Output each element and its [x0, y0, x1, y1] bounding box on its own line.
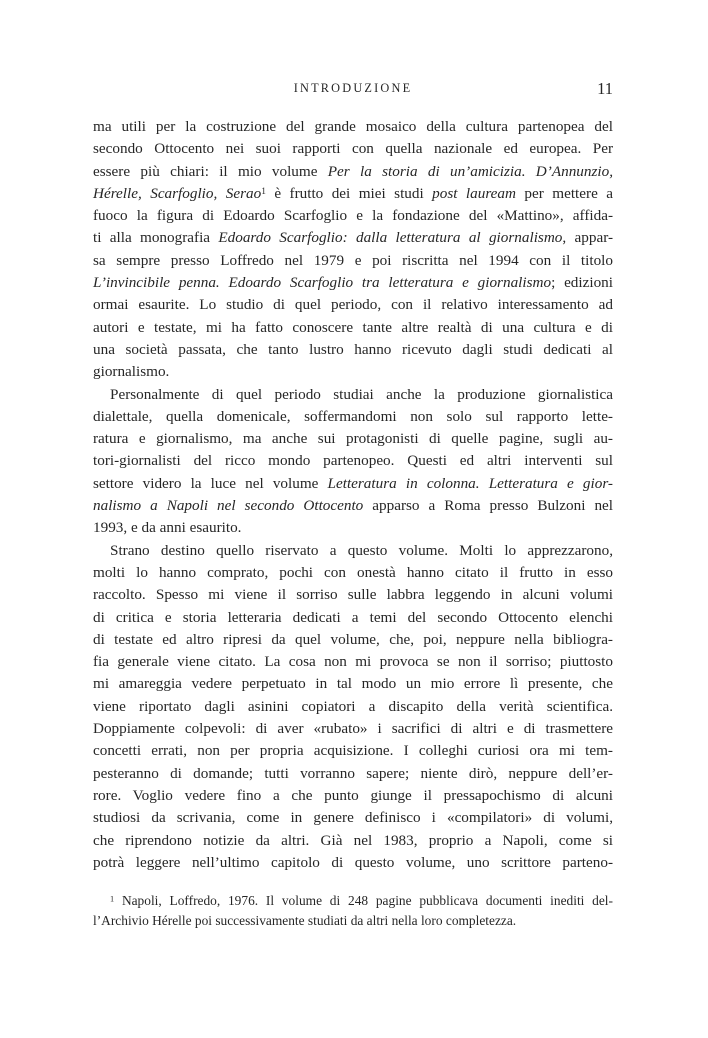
text-line	[93, 450, 613, 472]
text-run: Personalmente di quel periodo studiai anche la produzione giornalistica	[110, 385, 613, 403]
text-line	[93, 607, 613, 629]
text-line	[93, 562, 613, 584]
text-run: apparso a Roma presso Bulzoni nel	[363, 497, 614, 515]
page-header	[93, 79, 613, 101]
text-line	[93, 911, 613, 931]
text-line	[93, 161, 613, 183]
text-line	[93, 116, 613, 138]
text-run: Letteratura in colonna. Letteratura e gior-	[327, 474, 613, 492]
text-run: per mettere a	[515, 184, 613, 202]
text-line	[93, 227, 613, 249]
footnote-reference: 1	[110, 894, 115, 904]
text-run: una società passata, che tanto lustro hanno ricevuto dagli studi dedicati al	[93, 340, 613, 358]
text-run: Hérelle, Scarfoglio, Serao	[93, 184, 262, 202]
text-line	[93, 696, 613, 718]
text-run: Per la storia di un’amicizia. D’Annunzio,	[327, 162, 614, 180]
text-line	[93, 651, 613, 673]
text-run: potrà leggere nell’ultimo capitolo di questo volume, uno scrittore parteno-	[93, 853, 613, 871]
text-line	[93, 852, 613, 874]
footnote-text	[93, 891, 613, 930]
text-line	[93, 250, 613, 272]
text-run: fia generale viene citato. La cosa non mi provoca se non il sorriso; piuttosto	[93, 653, 613, 671]
text-line	[93, 740, 613, 762]
text-run: L’invincibile penna. Edoardo Scarfoglio tra letteratura e giornalismo	[93, 274, 552, 292]
text-run: l’Archivio Hérelle poi successivamente studiati da altri nella loro completezza.	[93, 912, 517, 928]
text-run: tori-giornalisti del ricco mondo partenopeo. Questi ed altri interventi sul	[93, 452, 613, 470]
text-run: Doppiamente colpevoli: di aver «rubato» i sacrifici di altri e di trasmettere	[93, 720, 613, 738]
text-line	[93, 718, 613, 740]
text-run: che riprendono notizie da altri. Già nel 1983, proprio a Napoli, come si	[93, 831, 613, 849]
text-run: ; edizioni	[551, 274, 613, 292]
text-run: Edoardo Scarfoglio: dalla letteratura al giornalismo	[218, 229, 563, 247]
text-run: , appar-	[562, 229, 614, 247]
text-line	[93, 517, 613, 539]
text-line	[93, 272, 613, 294]
text-run: secondo Ottocento nei suoi rapporti con quella nazionale ed europea. Per	[93, 140, 613, 158]
text-line	[93, 339, 613, 361]
text-line	[93, 673, 613, 695]
text-line	[93, 205, 613, 227]
text-run: di testate ed altro ripresi da quel volume, che, poi, neppure nella bibliogra-	[93, 630, 613, 648]
text-run: fuoco la figura di Edoardo Scarfoglio e la fondazione del «Mattino», affida-	[93, 207, 613, 225]
text-line	[93, 540, 613, 562]
text-run: raccolto. Spesso mi viene il sorriso sulle labbra leggendo in alcuni volumi	[93, 586, 613, 604]
text-line	[93, 785, 613, 807]
text-line	[93, 830, 613, 852]
text-run: autori e testate, mi ha fatto conoscere tante altre realtà di una cultura e di	[93, 318, 613, 336]
text-run: giornalismo.	[93, 363, 170, 381]
text-line	[93, 428, 613, 450]
page-number: 11	[597, 79, 613, 98]
body-text	[93, 116, 613, 874]
text-run: dialettale, quella domenicale, soffermandomi non solo sul rapporto lette-	[93, 407, 613, 425]
text-run: concetti errati, non per propria acquisizione. I colleghi curiosi ora mi tem-	[93, 742, 613, 760]
text-run: settore videro la luce nel volume	[93, 474, 328, 492]
text-run: nalismo a Napoli nel secondo Ottocento	[93, 497, 364, 515]
text-run: sa sempre presso Loffredo nel 1979 e poi riscritta nel 1994 con il titolo	[93, 251, 613, 269]
text-run: rore. Voglio vedere fino a che punto giunge il pressapochismo di alcuni	[93, 786, 613, 804]
text-run: post lauream	[432, 184, 516, 202]
text-line	[93, 495, 613, 517]
text-line	[93, 584, 613, 606]
text-run: ti alla monografia	[93, 229, 219, 247]
text-run: 1993, e da anni esaurito.	[93, 519, 242, 537]
text-run: ma utili per la costruzione del grande mosaico della cultura partenopea del	[93, 118, 613, 135]
footnote-reference: 1	[261, 186, 266, 197]
text-run: studiosi da scrivania, come in genere definisco i «compilatori» di volumi,	[93, 809, 613, 827]
text-run: pesteranno di domande; tutti vorranno sapere; niente dirò, neppure dell’er-	[93, 764, 613, 782]
text-run: essere più chiari: il mio volume	[93, 162, 328, 180]
text-line	[93, 317, 613, 339]
text-run: molti lo hanno comprato, pochi con onestà hanno citato il frutto in esso	[93, 563, 613, 581]
running-title: INTRODUZIONE	[293, 81, 413, 95]
text-run: mi amareggia vedere perpetuato in tal modo un mio errore lì presente, che	[93, 675, 613, 693]
text-line	[93, 891, 613, 911]
text-line	[93, 384, 613, 406]
text-run: ratura e giornalismo, ma anche sui protagonisti di quelle pagine, sugli au-	[93, 430, 613, 448]
text-line	[93, 138, 613, 160]
text-line	[93, 183, 613, 205]
text-run: viene riportato dagli asinini copiatori a discapito della verità scientifica.	[93, 697, 613, 715]
text-run: è frutto dei miei studi	[265, 184, 433, 202]
text-line	[93, 807, 613, 829]
text-run: ormai esaurite. Lo studio di quel periodo, con il relativo interessamento ad	[93, 296, 613, 314]
text-run: Napoli, Loffredo, 1976. Il volume di 248 pagine pubblicava documenti inediti del-	[114, 893, 613, 908]
text-line	[93, 763, 613, 785]
text-line	[93, 294, 613, 316]
text-run: Strano destino quello riservato a questo volume. Molti lo apprezzarono,	[110, 541, 613, 559]
text-line	[93, 361, 613, 383]
text-line	[93, 473, 613, 495]
text-line	[93, 629, 613, 651]
text-line	[93, 406, 613, 428]
text-run: di critica e storia letteraria dedicati a temi del secondo Ottocento elenchi	[93, 608, 613, 626]
